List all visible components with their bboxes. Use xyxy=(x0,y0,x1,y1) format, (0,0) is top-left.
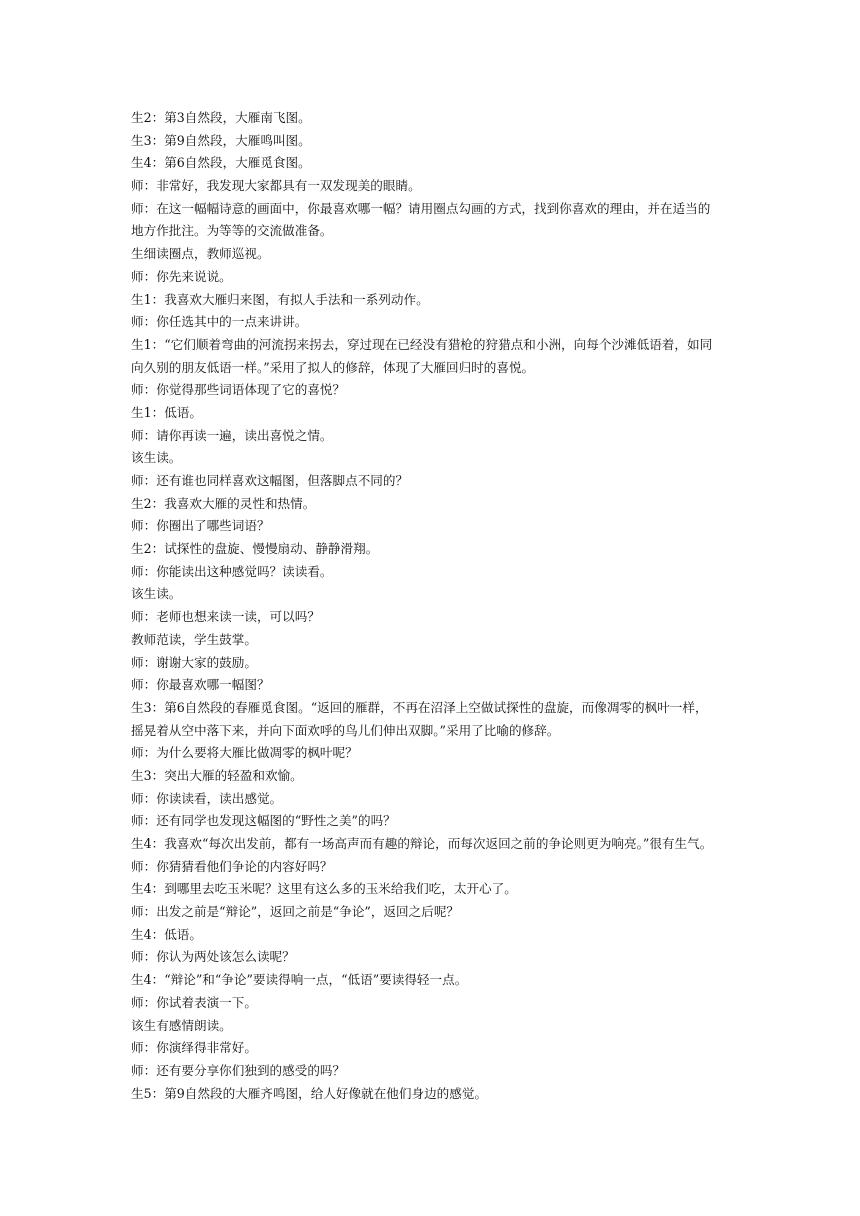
text-line: 生4：我喜欢“每次出发前，都有一场高声而有趣的辩论，而每次返回之前的争论则更为响亮。”很有生气。 xyxy=(131,836,713,851)
text-line: 生2：试探性的盘旋、慢慢扇动、静静滑翔。 xyxy=(131,541,379,557)
text-line: 师：谢谢大家的鼓励。 xyxy=(131,654,257,670)
text-line: 师：你最喜欢哪一幅图？ xyxy=(131,677,270,693)
document-body xyxy=(131,107,736,1105)
text-line: 教师范读，学生鼓掌。 xyxy=(131,631,257,647)
text-line: 师：出发之前是“辩论”，返回之前是“争论”，返回之后呢？ xyxy=(131,904,460,920)
text-line: 生1：低语。 xyxy=(131,404,202,420)
text-line: 师：你演绎得非常好。 xyxy=(131,1040,257,1056)
text-line: 师：还有谁也同样喜欢这幅图，但落脚点不同的？ xyxy=(131,473,409,488)
text-line: 师：你试着表演一下。 xyxy=(131,994,257,1010)
text-line: 师：你猜猜看他们争论的内容好吗？ xyxy=(131,858,333,874)
text-line: 生2：第3自然段，大雁南飞图。 xyxy=(131,110,311,125)
text-line: 地方作批注。为等等的交流做准备。 xyxy=(131,223,333,239)
text-line: 师：还有要分享你们独到的感受的吗？ xyxy=(131,1062,346,1078)
text-line: 师：老师也想来读一读，可以吗？ xyxy=(131,609,320,625)
text-line: 生4：到哪里去吃玉米呢？这里有这么多的玉米给我们吃，太开心了。 xyxy=(131,881,517,897)
text-line: 生5：第9自然段的大雁齐鸣图，给人好像就在他们身边的感觉。 xyxy=(131,1085,488,1101)
text-line: 生3：突出大雁的轻盈和欢愉。 xyxy=(131,767,303,783)
text-line: 师：你先来说说。 xyxy=(131,268,232,284)
text-line: 生细读圈点，教师巡视。 xyxy=(131,246,270,262)
text-line: 生4：第6自然段，大雁觅食图。 xyxy=(131,155,311,171)
text-line: 师：你觉得那些词语体现了它的喜悦？ xyxy=(131,382,346,398)
text-line: 生2：我喜欢大雁的灵性和热情。 xyxy=(131,495,316,511)
text-line: 摇晃着从空中落下来，并向下面欢呼的鸟儿们伸出双脚。”采用了比喻的修辞。 xyxy=(131,722,560,738)
text-line: 师：你圈出了哪些词语？ xyxy=(131,518,270,534)
text-line: 师：非常好，我发现大家都具有一双发现美的眼睛。 xyxy=(131,178,421,194)
text-line: 师：你能读出这种感觉吗？读读看。 xyxy=(131,563,333,579)
text-line: 生4：低语。 xyxy=(131,926,202,942)
text-line: 该生读。 xyxy=(131,450,182,466)
text-line: 生4：“辩论”和“争论”要读得响一点，“低语”要读得轻一点。 xyxy=(131,972,468,988)
text-line: 师：还有同学也发现这幅图的“野性之美”的吗？ xyxy=(131,813,396,829)
text-line: 师：在这一幅幅诗意的画面中，你最喜欢哪一幅？请用圈点勾画的方式，找到你喜欢的理由，并在适当的 xyxy=(131,200,711,216)
text-line: 师：为什么要将大雁比做凋零的枫叶呢？ xyxy=(131,745,358,761)
text-line: 师：你认为两处该怎么读呢？ xyxy=(131,949,295,965)
text-line: 生3：第9自然段，大雁鸣叫图。 xyxy=(131,132,311,148)
text-line: 生1：我喜欢大雁归来图，有拟人手法和一系列动作。 xyxy=(131,291,429,307)
text-line: 向久别的朋友低语一样。”采用了拟人的修辞，体现了大雁回归时的喜悦。 xyxy=(131,359,535,375)
text-line: 生3：第6自然段的春雁觅食图。“返回的雁群，不再在沼泽上空做试探性的盘旋，而像凋零的枫叶一样， xyxy=(131,699,708,715)
text-line: 该生读。 xyxy=(131,586,182,602)
text-line: 师：你读读看，读出感觉。 xyxy=(131,790,283,806)
text-line: 师：你任选其中的一点来讲讲。 xyxy=(131,314,308,330)
text-line: 该生有感情朗读。 xyxy=(131,1017,232,1033)
text-line: 师：请你再读一遍，读出喜悦之情。 xyxy=(131,427,333,443)
text-line: 生1：“它们顺着弯曲的河流拐来拐去，穿过现在已经没有猎枪的狩猎点和小洲，向每个沙滩低语着，如同 xyxy=(131,336,713,352)
